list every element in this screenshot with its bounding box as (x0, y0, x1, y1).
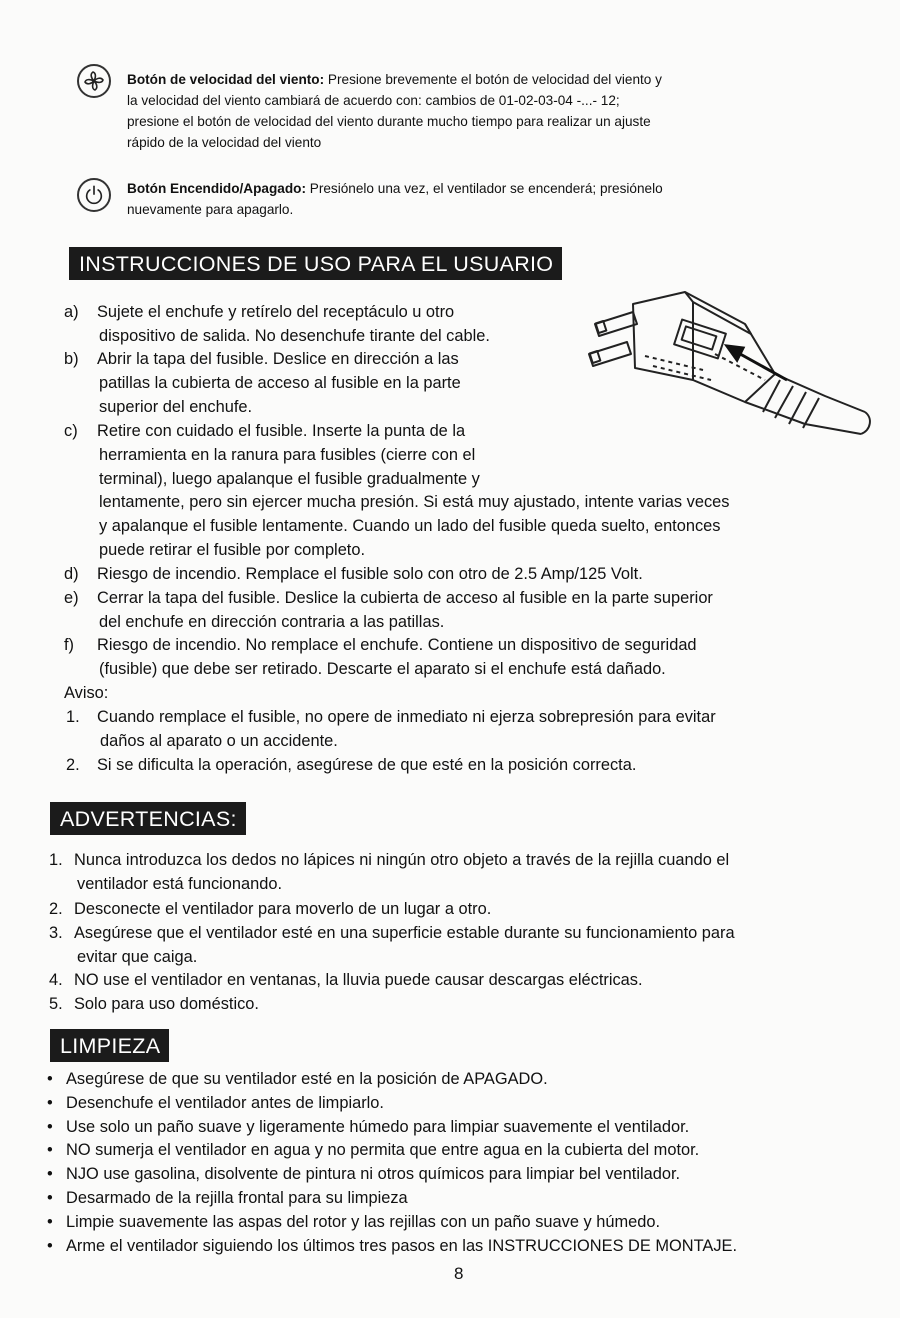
speed-button-description (127, 69, 662, 153)
item-label: f) (64, 636, 75, 654)
cleaning-text: Desarmado de la rejilla frontal para su limpieza (66, 1188, 408, 1207)
instruction-line: puede retirar el fusible por completo. (99, 540, 366, 559)
item-label: b) (64, 350, 79, 368)
instruction-line: superior del enchufe. (99, 397, 253, 416)
instruction-item-d (64, 563, 864, 587)
bullet: • (47, 1093, 53, 1112)
item-label: e) (64, 589, 79, 607)
instruction-item-b (64, 348, 584, 416)
power-line: Presiónelo una vez, el ventilador se encenderá; presiónelo (309, 181, 663, 196)
bullet: • (47, 1165, 53, 1184)
instruction-line: Retire con cuidado el fusible. Inserte la punta de la (97, 422, 466, 440)
bullet: • (47, 1070, 53, 1088)
power-button-description (127, 178, 663, 220)
aviso-item-2 (66, 754, 866, 778)
cleaning-text: Arme el ventilador siguiendo los últimos tres pasos en las INSTRUCCIONES DE MONTAJE. (66, 1236, 738, 1255)
warning-line: Nunca introduzca los dedos no lápices ni ningún otro objeto a través de la rejilla cuando el (74, 851, 730, 869)
instruction-item-e (64, 587, 864, 631)
power-button-title: Botón Encendido/Apagado: (127, 181, 306, 196)
speed-button-title: Botón de velocidad del viento: (127, 72, 325, 87)
speed-line: Presione brevemente el botón de velocidad del viento y (327, 72, 662, 87)
item-label: 2. (49, 900, 63, 918)
instruction-line: patillas la cubierta de acceso al fusible en la parte (99, 373, 461, 392)
list-item (47, 1068, 887, 1092)
list-item (47, 1235, 887, 1259)
item-label: 5. (49, 995, 63, 1013)
item-label: 3. (49, 924, 63, 942)
bullet: • (47, 1117, 53, 1136)
aviso-line: Si se dificulta la operación, asegúrese de que esté en la posición correcta. (97, 756, 637, 774)
warning-line: NO use el ventilador en ventanas, la lluvia puede causar descargas eléctricas. (74, 971, 643, 989)
instruction-item-c (64, 420, 864, 559)
instruction-line: Cerrar la tapa del fusible. Deslice la cubierta de acceso al fusible en la parte superior (97, 589, 713, 607)
item-label: c) (64, 422, 78, 440)
instructions-heading: INSTRUCCIONES DE USO PARA EL USUARIO (69, 247, 562, 280)
cleaning-heading: LIMPIEZA (50, 1029, 169, 1062)
cleaning-text: Asegúrese de que su ventilador esté en la posición de APAGADO. (66, 1070, 548, 1088)
cleaning-list (47, 1068, 887, 1258)
power-line: nuevamente para apagarlo. (127, 202, 294, 217)
list-item (47, 1163, 887, 1187)
warning-line: evitar que caiga. (77, 947, 198, 966)
warning-item-2 (49, 898, 879, 922)
list-item (47, 1092, 887, 1116)
instruction-line: lentamente, pero sin ejercer mucha presión. Si está muy ajustado, intente varias veces (99, 493, 730, 512)
instruction-item-f (64, 634, 864, 678)
bullet: • (47, 1141, 53, 1160)
instruction-line: terminal), luego apalanque el fusible gradualmente y (99, 469, 480, 488)
cleaning-text: NO sumerja el ventilador en agua y no permita que entre agua en la cubierta del motor. (66, 1141, 700, 1160)
instruction-line: herramienta en la ranura para fusibles (cierre con el (99, 445, 476, 464)
list-item (47, 1139, 887, 1163)
list-item (47, 1187, 887, 1211)
speed-line: presione el botón de velocidad del viento durante mucho tiempo para realizar un ajuste (127, 114, 651, 129)
item-label: 1. (49, 851, 63, 869)
speed-line: la velocidad del viento cambiará de acuerdo con: cambios de 01-02-03-04 -...- 12; (127, 93, 620, 108)
bullet: • (47, 1188, 53, 1207)
warning-line: Asegúrese que el ventilador esté en una superficie estable durante su funcionamiento para (74, 924, 735, 942)
instruction-line: Abrir la tapa del fusible. Deslice en dirección a las (97, 350, 459, 368)
bullet: • (47, 1212, 53, 1231)
instruction-line: y apalanque el fusible lentamente. Cuando un lado del fusible queda suelto, entonces (99, 517, 721, 536)
fan-icon (77, 64, 111, 98)
instruction-line: (fusible) que debe ser retirado. Descarte el aparato si el enchufe está dañado. (99, 659, 666, 678)
power-icon (77, 178, 111, 212)
instruction-line: Riesgo de incendio. Remplace el fusible solo con otro de 2.5 Amp/125 Volt. (97, 565, 643, 583)
aviso-item-1 (66, 706, 866, 750)
list-item (47, 1211, 887, 1235)
warning-item-5 (49, 993, 879, 1017)
aviso-line: daños al aparato o un accidente. (100, 731, 338, 750)
page-number: 8 (454, 1264, 464, 1283)
aviso-line: Cuando remplace el fusible, no opere de inmediato ni ejerza sobrepresión para evitar (97, 708, 716, 726)
instruction-line: dispositivo de salida. No desenchufe tirante del cable. (99, 326, 490, 345)
warning-line: Desconecte el ventilador para moverlo de un lugar a otro. (74, 900, 492, 918)
warning-item-1 (49, 849, 879, 893)
item-label: 4. (49, 971, 63, 989)
instruction-item-a (64, 301, 584, 345)
aviso-label: Aviso: (64, 684, 109, 702)
warning-line: ventilador está funcionando. (77, 874, 283, 893)
instruction-line: del enchufe en dirección contraria a las patillas. (99, 612, 445, 631)
item-label: a) (64, 303, 79, 321)
cleaning-text: Use solo un paño suave y ligeramente húmedo para limpiar suavemente el ventilador. (66, 1117, 690, 1136)
item-label: 1. (66, 708, 80, 726)
list-item (47, 1116, 887, 1140)
warnings-heading: ADVERTENCIAS: (50, 802, 246, 835)
warning-item-3 (49, 922, 879, 966)
instruction-line: Sujete el enchufe y retírelo del receptáculo u otro (97, 303, 455, 321)
bullet: • (47, 1236, 53, 1255)
instruction-line: Riesgo de incendio. No remplace el enchufe. Contiene un dispositivo de seguridad (97, 636, 697, 654)
cleaning-text: NJO use gasolina, disolvente de pintura ni otros químicos para limpiar bel ventilador. (66, 1165, 681, 1184)
warning-item-4 (49, 969, 879, 993)
warning-line: Solo para uso doméstico. (74, 995, 259, 1013)
cleaning-text: Limpie suavemente las aspas del rotor y las rejillas con un paño suave y húmedo. (66, 1212, 661, 1231)
item-label: 2. (66, 756, 80, 774)
item-label: d) (64, 565, 79, 583)
speed-line: rápido de la velocidad del viento (127, 135, 322, 150)
cleaning-text: Desenchufe el ventilador antes de limpiarlo. (66, 1093, 384, 1112)
